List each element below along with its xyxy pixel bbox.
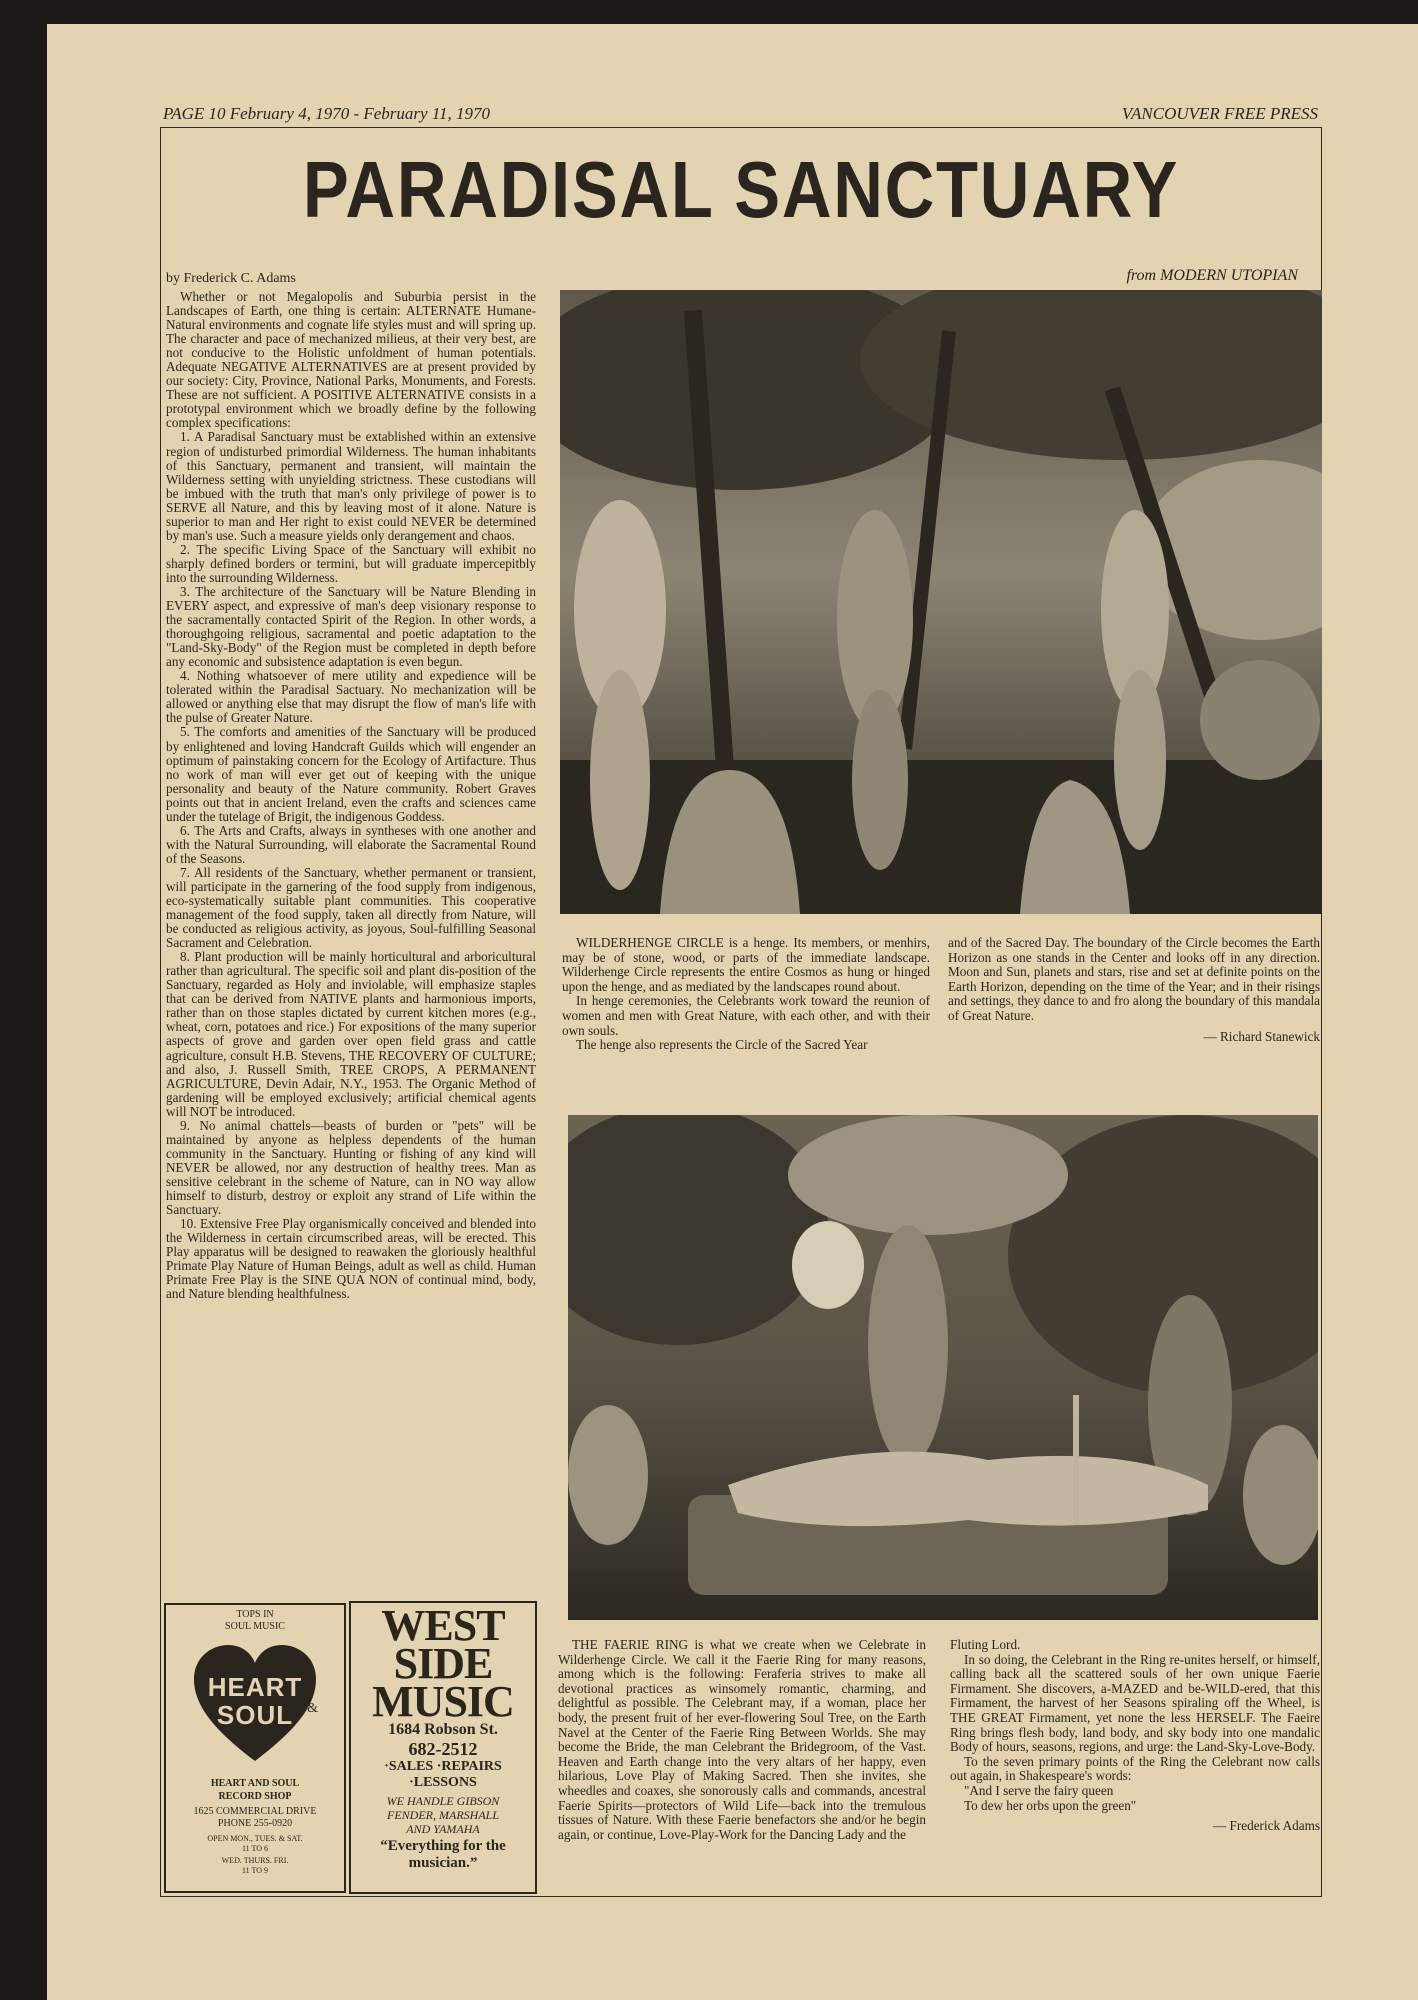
logo-word-soul: SOUL [216, 1700, 294, 1730]
heart-logo [190, 1639, 320, 1769]
publication-name: VANCOUVER FREE PRESS [1121, 104, 1318, 123]
caption-wilderhenge-left [562, 936, 930, 1086]
body-paragraph: 3. The architecture of the Sanctuary will be Nature Blending in EVERY aspect, and expressive of man's deep visionary response to the sacramentally contacted Spirit of the Region. In other words, a thoroughgoing religious, sacramental and poetic adaptation to the "Land-Sky-Body" of the Region must be completed in depth before any economic and subsistence adaptation is even begun. [166, 583, 536, 670]
caption-paragraph: WILDERHENGE CIRCLE is a henge. Its members, or menhirs, may be of stone, wood, or parts of the immediate landscape. Wilderhenge Circle represents the entire Cosmos as hung or hinged upon the henge, and as mediated by the landscapes round about. [562, 936, 930, 994]
body-paragraph: 1. A Paradisal Sanctuary must be extablished within an extensive region of undisturbed primordial Wilderness. The human inhabitants of this Sanctuary, permanent and transient, will maintain the Wilderness setting with unyielding strictness. These custodians will be imbued with the truth that man's only privilege of power is to SERVE all Nature, and this by leaving most of it alone. Nature is superior to man and Her right to exist could NEVER be determined by man's use. Such a measure yields only derangement and chaos. [166, 429, 536, 543]
ad-title: SIDE [393, 1639, 493, 1688]
ad-title: WEST [381, 1601, 505, 1650]
body-paragraph: 6. The Arts and Crafts, always in syntheses with one another and with the Natural Surrounding, will elaborate the Sacramental Round of the Seasons. [166, 822, 536, 866]
body-paragraph: 10. Extensive Free Play organismically conceived and blended into the Wilderness in certain circumscribed areas, will be erected. This Play apparatus will be designed to reawaken the gloriously healthful Primate Play Nature of Human Beings, adult as well as child. Human Primate Free Play is the SINE QUA NON of continual mind, body, and Nature blending healthfulness. [166, 1216, 536, 1302]
caption-paragraph: In so doing, the Celebrant in the Ring re-unites herself, or himself, calling back all the scattered souls of her own unique Faerie Firmament. She discovers, a-MAZED and be-WILD-ered, that this Firmament, the harvest of her Seasons spiraling off the Wheel, is THE GREAT Firmament, yet none the less HERSELF. The Faeire Ring brings flesh body, land body, and sky body into one mandalic Body of hours, seasons, regions, and urge: the Land-Sky-Love-Body. [950, 1651, 1320, 1755]
logo-ampersand: & [307, 1701, 318, 1716]
caption-paragraph: and of the Sacred Day. The boundary of the Circle becomes the Earth Horizon as one stands in the Center and looks off in any direction. Moon and Sun, planets and stars, rise and set at definite points on the Earth Horizon, depending on the time of the Year; and in their risings and settings, they dance to and fro along the boundary of this mandala of Great Nature. [948, 936, 1320, 1023]
shop-hours: 11 TO 6 [241, 1844, 269, 1853]
caption-paragraph: In henge ceremonies, the Celebrants work toward the reunion of women and men with Great Nature, with each other, and with their own souls. [562, 993, 930, 1038]
shop-address: 1625 COMMERCIAL DRIVE [193, 1806, 317, 1817]
ad-tagline: SOUL MUSIC [225, 1621, 285, 1632]
source-credit: from MODERN UTOPIAN [1126, 267, 1298, 284]
logo-word-heart: HEART [207, 1672, 303, 1702]
headline: PARADISAL SANCTUARY [302, 145, 1180, 234]
body-paragraph: 9. No animal chattels—beasts of burden or "pets" will be maintained by anyone as helpless dependents of the human community in the Sanctuary. Hunting or fishing of any kind will NEVER be allowed, nor any destruction of healthy trees. Man as sensitive celebrant in the scheme of Nature, can in NO way allow himself to disturb, destroy or exploit any strand of Life within the Sanctuary. [166, 1117, 536, 1218]
shop-hours: WED. THURS. FRI. [221, 1856, 289, 1865]
poem-line: "And I serve the fairy queen [964, 1782, 1114, 1798]
body-paragraph: 8. Plant production will be mainly horticultural and arboricultural rather than agricultural. The specific soil and plant dis-position of the Sanctuary, regarded as Holy and inviolable, will emphasize staples that can be derived from NATIVE plants and harmonious imports, rather than on those staples dictated by current kitchen mores (e.g., wheat, corn, potatoes and rice.) For expositions of the many superior aspects of grove and garden over open field grass and cattle agriculture, consult H.B. Stevens, THE RECOVERY OF CULTURE; and also, J. Russell Smith, TREE CROPS, A PERMANENT AGRICULTURE, Devin Adair, N.Y., 1953. The Organic Method of gardening will be employed exclusively; artificial chemical agents will NOT be introduced. [166, 949, 536, 1119]
store-address: 1684 Robson St. [388, 1721, 498, 1738]
body-paragraph: 5. The comforts and amenities of the Sanctuary will be produced by enlightened and loving Handcraft Guilds which will engender an optimum of painstaking concern for the Ecology of Artifacture. Thus no work of man will ever get out of keeping with the unique personality and beauty of the Nature community. Robert Graves points out that in ancient Ireland, even the crafts and sciences came under the tutelage of Brigit, the indigenous Goddess. [166, 724, 536, 824]
ad-tagline: TOPS IN [236, 1609, 274, 1620]
store-services: ·LESSONS [409, 1775, 477, 1790]
caption-paragraph: The henge also represents the Circle of the Sacred Year [576, 1037, 868, 1053]
ad-title: MUSIC [372, 1677, 514, 1726]
shop-name: HEART AND SOUL [210, 1778, 300, 1789]
shop-phone: PHONE 255-0920 [217, 1818, 293, 1829]
poem-line: To dew her orbs upon the green" [964, 1797, 1137, 1813]
caption-faerie-ring-left [558, 1638, 926, 1896]
page-folio: PAGE 10 February 4, 1970 - February 11, 1970 [163, 104, 491, 123]
caption-signature: — Frederick Adams [1213, 1818, 1320, 1834]
caption-signature: — Richard Stanewick [1203, 1028, 1320, 1044]
caption-faerie-ring-right [950, 1638, 1320, 1888]
photo-faerie-ring [568, 1115, 1318, 1620]
caption-paragraph: Fluting Lord. [950, 1638, 1021, 1652]
article-body [166, 290, 536, 1600]
ad-west-side-music [349, 1601, 537, 1894]
caption-paragraph: To the seven primary points of the Ring the Celebrant now calls out again, in Shakespeare's words: [950, 1753, 1320, 1784]
shop-hours: 11 TO 9 [241, 1866, 269, 1875]
shop-name: RECORD SHOP [218, 1791, 292, 1802]
photo-wilderhenge-circle [560, 290, 1322, 914]
store-phone: 682-2512 [408, 1739, 478, 1759]
byline: by Frederick C. Adams [166, 271, 296, 286]
store-slogan: “Everything for the [380, 1838, 506, 1854]
body-paragraph: Whether or not Megalopolis and Suburbia persist in the Landscapes of Earth, one thing is certain: ALTERNATE Humane-Natural environments and cognate life styles must and will spring up. The character and pace of mechanized milieus, at their very best, are not conducive to the Holistic unfoldment of human potentials. Adequate NEGATIVE ALTERNATIVES are at present provided by our society: City, Province, National Parks, Monuments, and Forests. These are not sufficient. A POSITIVE ALTERNATIVE consists in a prototypal environment which we broadly define by the following complex specifications: [166, 290, 536, 431]
ad-heart-and-soul [164, 1603, 346, 1893]
body-paragraph: 2. The specific Living Space of the Sanctuary will exhibit no sharply defined borders or termini, but will graduate impercepitbly into the surrounding Wilderness. [166, 541, 536, 585]
store-brands: FENDER, MARSHALL [387, 1808, 499, 1822]
body-paragraph: 7. All residents of the Sanctuary, whether permanent or transient, will participate in the garnering of the food supply from indigenous, eco-systematically suitable plant communities. This cooperative management of the food supply, taken all directly from Nature, will be conducted as religious activity, as joyous, Soul-fulfilling Seasonal Sacrament and Celebration. [166, 864, 536, 951]
store-brands: AND YAMAHA [406, 1822, 480, 1836]
body-paragraph: 4. Nothing whatsoever of mere utility and expedience will be tolerated within the Paradisal Sactuary. No mechanization will be allowed or anything else that may disrupt the flow of man's life with the pulse of Greater Nature. [166, 668, 536, 726]
store-services: ·SALES ·REPAIRS [384, 1759, 502, 1774]
shop-hours: OPEN MON., TUES. & SAT. [207, 1834, 303, 1843]
store-slogan: musician.” [408, 1855, 478, 1871]
caption-wilderhenge-right [948, 936, 1320, 1076]
store-brands: WE HANDLE GIBSON [386, 1794, 500, 1808]
caption-paragraph: THE FAERIE RING is what we create when we Celebrate in Wilderhenge Circle. We call it the Faerie Ring for many reasons, among which is the following: Feraferia strives to make all devotional practices as winsomely romantic, charming, and delightful as possible. The Celebrant may, if a woman, place her body, the present fruit of her ever-flowering Soul Tree, on the Earth Navel at the Center of the Faerie Ring Between Worlds. She may become the Bride, the man Celebrant the Bridegroom, of the Vast. Heaven and Earth change into the very altars of her happy, even hilarious, Love Play of Making Sacred. Then she invites, she wheedles and coaxes, she sonorously calls and commands, ancestral Faerie Spirits—protectors of Wild Life—back into the tremulous tissues of Nature. With these Faerie benefactors she and/or he begin again, or continue, Love-Play-Work for the Dancing Lady and the [558, 1638, 926, 1842]
